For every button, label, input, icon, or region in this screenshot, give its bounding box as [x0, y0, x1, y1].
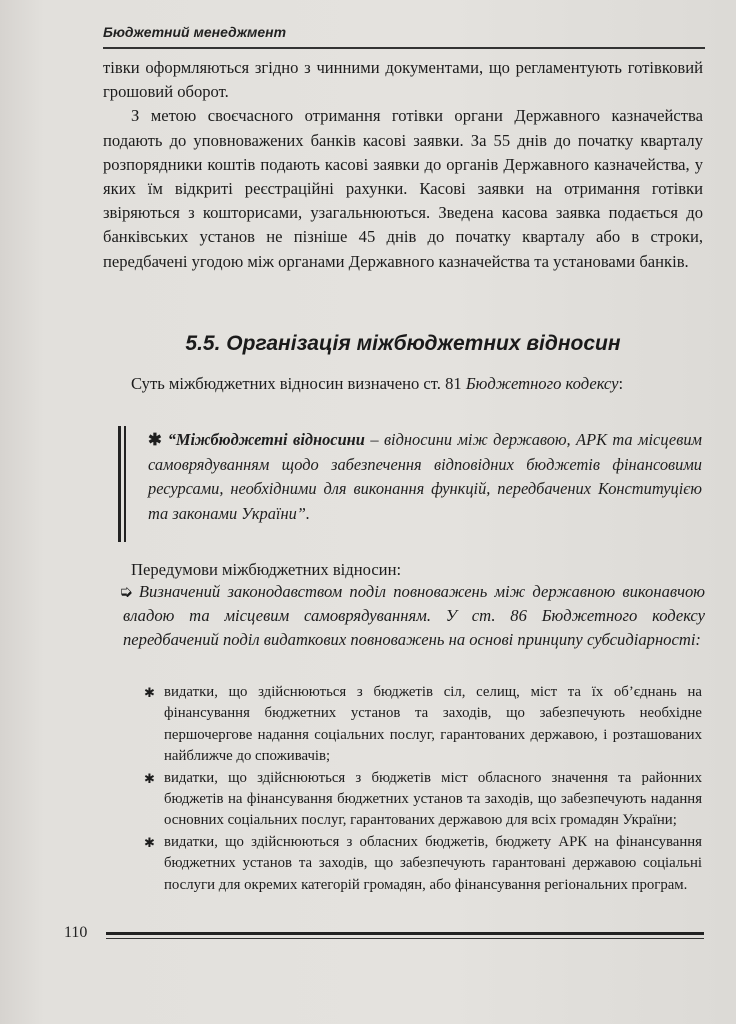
asterisk-icon: ✱ — [144, 685, 155, 700]
premise-item — [119, 580, 705, 653]
list-item-text: видатки, що здійснюються з обласних бюджетів, бюджету АРК на фінансування бюджетних установ та заходів, що забезпечують гарантовані державою соціальні послуги для окремих категорій громадян, або фінансування регіональних програм. — [164, 833, 702, 893]
asterisk-icon: ✱ — [148, 430, 162, 449]
section-intro — [103, 372, 703, 396]
section-title: 5.5. Організація міжбюджетних відносин — [185, 332, 621, 355]
page-number: 110 — [64, 924, 88, 941]
paragraph-continuation: тівки оформляються згідно з чинними документами, що регламентують готівковий грошовий оборот. — [103, 58, 703, 102]
intro-paragraph — [103, 372, 703, 396]
list-item — [144, 682, 702, 768]
header-rule — [103, 47, 705, 49]
quote-bar-thin — [124, 426, 126, 542]
list-item — [144, 832, 702, 896]
quote-text — [148, 428, 702, 526]
premises-heading-block — [103, 558, 703, 582]
list-item-text: видатки, що здійснюються з бюджетів сіл, селищ, міст та їх об’єднань на фінансування бюджетних установ та заходів, що забезпечують необхідне першочергове надання соціальних послуг, гарантованих державою, і розташованих найближче до споживачів; — [164, 684, 702, 765]
body-text-block — [103, 56, 703, 274]
paragraph-cash-requests: З метою своєчасного отримання готівки органи Державного казначейства подають до уповноважених банків касові заявки. За 55 днів до початку кварталу розпорядники коштів подають касові заявки до органів Державного казначейства, у яких їм відкриті реєстраційні рахунки. Касові заявки на отримання готівки звіряються з кошторисами, узагальнюються. Зведена касова заявка подається до банківських установ не пізніше 45 днів до початку кварталу або в строки, передбачені угодою між органами Державного казначейства та установами банків. — [103, 106, 703, 271]
intro-italic: Бюджетного кодексу — [465, 374, 619, 393]
definition-quote — [118, 426, 706, 542]
intro-text: Суть міжбюджетних відносин визначено ст. 81 — [131, 374, 466, 393]
running-head: Бюджетний менеджмент — [103, 24, 287, 40]
list-item — [144, 768, 702, 832]
asterisk-icon: ✱ — [144, 834, 155, 850]
hand-pointer-icon: ➭ — [119, 582, 133, 601]
quote-body: – відносини між державою, АРК та місцевим самоврядуванням щодо забезпечення відповідних бюджетів фінансовими ресурсами, необхідними для виконання функцій, передбачених Конституцією та законами України”. — [148, 430, 702, 523]
quote-bar — [118, 426, 121, 542]
footer-rule — [106, 932, 704, 935]
asterisk-icon: ✱ — [144, 770, 155, 786]
quote-term: “Міжбюджетні відносини — [167, 430, 365, 449]
footer-rule-thin — [106, 938, 704, 939]
premise-text: Визначений законодавством поділ повноважень між державною виконавчою владою та місцевим самоврядуванням. У ст. 86 Бюджетного кодексу передбачений поділ видаткових повноважень на основі принципу субсидіарності: — [123, 582, 705, 650]
expenditure-list — [144, 682, 702, 896]
list-item-text: видатки, що здійснюються з бюджетів міст обласного значення та районних бюджетів на фінансування бюджетних установ та заходів, що забезпечують надання основних соціальних послуг, гарантованих державою для всіх громадян України; — [164, 769, 702, 829]
premises-heading: Передумови міжбюджетних відносин: — [131, 560, 402, 579]
intro-end: : — [618, 374, 624, 393]
